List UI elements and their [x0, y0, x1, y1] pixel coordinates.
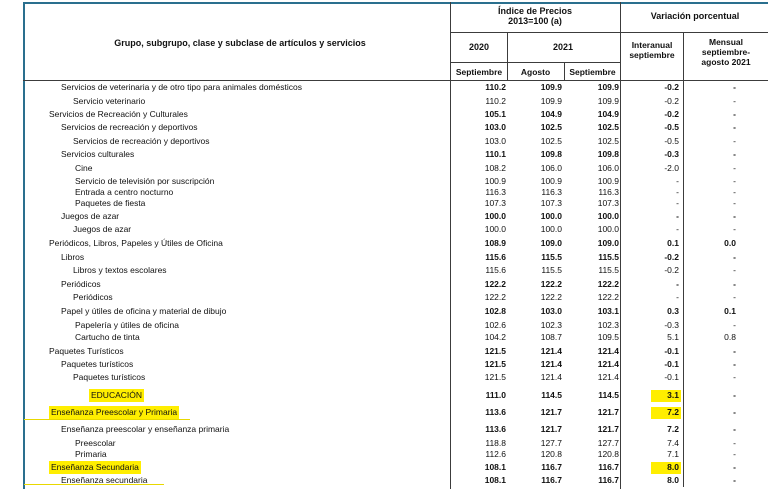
row-label: Servicios de recreación y deportivos	[73, 136, 210, 146]
value-2021-sep: 106.0	[597, 163, 619, 173]
interanual-header-line2: septiembre	[629, 50, 675, 60]
table-row	[25, 148, 768, 161]
table-row	[25, 237, 768, 250]
value-2021-sep: 114.5	[598, 390, 619, 400]
row-label: Paquetes turísticos	[61, 359, 134, 369]
value-2020-sep: 108.2	[484, 163, 506, 173]
variation-interanual: -0.5	[664, 136, 679, 146]
variation-mensual: -	[733, 449, 736, 459]
variation-interanual: -	[676, 211, 679, 221]
variation-interanual: -0.3	[664, 149, 679, 159]
variation-mensual: -	[733, 320, 736, 330]
index-header-line2: 2013=100 (a)	[508, 16, 562, 26]
variation-mensual: -	[733, 224, 736, 234]
variation-interanual: 7.1	[667, 449, 679, 459]
variation-mensual: -	[733, 424, 736, 434]
table-row	[25, 121, 768, 134]
variation-interanual: -	[676, 176, 679, 186]
variation-mensual: -	[733, 149, 736, 159]
table-row	[25, 345, 768, 358]
variation-mensual: -	[733, 372, 736, 382]
variation-interanual: -	[676, 224, 679, 234]
variation-mensual: -	[733, 346, 736, 356]
value-2021-ago: 116.3	[541, 187, 562, 197]
month-sep-2020-header: Septiembre	[455, 67, 503, 77]
variation-mensual: -	[733, 211, 736, 221]
variation-mensual: -	[733, 136, 736, 146]
value-2020-sep: 111.0	[485, 390, 506, 400]
value-2021-sep: 109.5	[597, 332, 619, 342]
value-2021-sep: 127.7	[597, 438, 619, 448]
table-row	[25, 461, 768, 474]
value-2021-ago: 121.4	[540, 359, 562, 369]
value-2020-sep: 102.6	[484, 320, 506, 330]
value-2021-ago: 100.0	[540, 224, 562, 234]
value-2021-sep: 116.3	[598, 187, 619, 197]
value-2021-ago: 116.7	[541, 462, 562, 472]
variation-mensual: -	[733, 359, 736, 369]
interanual-header	[622, 40, 682, 60]
value-2021-ago: 100.0	[540, 211, 562, 221]
value-2021-sep: 122.2	[597, 279, 619, 289]
variation-mensual: -	[733, 438, 736, 448]
interanual-header-line1: Interanual	[631, 40, 673, 50]
variation-interanual: 0.3	[667, 306, 679, 316]
row-label: Libros	[61, 252, 85, 262]
variation-mensual: -	[733, 279, 736, 289]
value-2020-sep: 121.5	[484, 346, 506, 356]
value-2021-ago: 122.2	[540, 292, 562, 302]
variation-mensual: -	[733, 82, 736, 92]
value-2020-sep: 103.0	[484, 136, 506, 146]
value-2021-sep: 116.7	[598, 462, 619, 472]
table-row	[25, 108, 768, 121]
value-2020-sep: 105.1	[484, 109, 506, 119]
value-2020-sep: 122.2	[484, 279, 506, 289]
value-2021-ago: 121.7	[540, 407, 562, 417]
table-row	[25, 291, 768, 304]
variation-interanual: -0.5	[664, 122, 679, 132]
value-2020-sep: 100.0	[484, 211, 506, 221]
value-2021-ago: 102.5	[540, 136, 562, 146]
variation-interanual: 3.1	[667, 390, 679, 400]
value-2021-sep: 109.9	[597, 82, 619, 92]
value-2020-sep: 121.5	[484, 372, 506, 382]
value-2021-ago: 121.7	[540, 424, 562, 434]
value-2021-sep: 103.1	[597, 306, 619, 316]
value-2021-sep: 121.4	[597, 372, 619, 382]
table-row	[25, 406, 768, 419]
value-2021-ago: 107.3	[540, 198, 562, 208]
variation-interanual: -0.2	[664, 109, 679, 119]
value-2021-ago: 109.9	[540, 96, 562, 106]
value-2021-ago: 109.9	[540, 82, 562, 92]
variation-mensual: 0.0	[724, 238, 736, 248]
variation-interanual: 8.0	[667, 475, 679, 485]
table-row	[25, 331, 768, 344]
table-row	[25, 210, 768, 223]
value-2021-sep: 121.4	[597, 346, 619, 356]
value-2021-sep: 100.0	[597, 211, 619, 221]
variation-mensual: -	[733, 122, 736, 132]
variation-mensual: -	[733, 475, 736, 485]
variation-interanual: -2.0	[664, 163, 679, 173]
value-2021-ago: 127.7	[540, 438, 562, 448]
value-2020-sep: 113.6	[485, 424, 506, 434]
variation-mensual: -	[733, 198, 736, 208]
value-2021-sep: 100.0	[597, 224, 619, 234]
variation-mensual: -	[733, 109, 736, 119]
value-2021-ago: 109.8	[540, 149, 562, 159]
value-2021-ago: 100.9	[540, 176, 562, 186]
table-row	[25, 251, 768, 264]
variation-mensual: -	[733, 390, 736, 400]
value-2020-sep: 108.1	[484, 462, 506, 472]
variation-mensual: -	[733, 252, 736, 262]
row-label: Paquetes Turísticos	[49, 346, 124, 356]
variation-header: Variación porcentual	[650, 11, 740, 21]
value-2021-sep: 102.3	[597, 320, 619, 330]
variation-mensual: -	[733, 96, 736, 106]
value-2020-sep: 112.6	[485, 449, 506, 459]
value-2021-ago: 109.0	[540, 238, 562, 248]
table-row	[25, 371, 768, 384]
variation-interanual: 5.1	[667, 332, 679, 342]
table-row	[25, 264, 768, 277]
value-2020-sep: 107.3	[484, 198, 506, 208]
value-2020-sep: 110.2	[485, 82, 506, 92]
value-2020-sep: 104.2	[484, 332, 506, 342]
variation-interanual: -0.2	[664, 96, 679, 106]
value-2021-sep: 107.3	[597, 198, 619, 208]
variation-interanual: -0.2	[664, 82, 679, 92]
table-row	[25, 135, 768, 148]
row-label: Servicios de Recreación y Culturales	[49, 109, 188, 119]
table-row	[25, 278, 768, 291]
row-label: Servicio veterinario	[73, 96, 146, 106]
variation-interanual: -	[676, 279, 679, 289]
value-2021-ago: 116.7	[541, 475, 562, 485]
highlight-underline	[24, 419, 190, 420]
value-2021-ago: 106.0	[540, 163, 562, 173]
variation-mensual: 0.8	[724, 332, 736, 342]
variation-mensual: -	[733, 163, 736, 173]
row-label: Servicios de veterinaria y de otro tipo para animales domésticos	[61, 82, 302, 92]
divider	[450, 32, 768, 33]
value-2021-sep: 109.0	[597, 238, 619, 248]
row-label: Juegos de azar	[61, 211, 120, 221]
value-2021-sep: 102.5	[597, 136, 619, 146]
index-header-line1: Índice de Precios	[497, 6, 573, 16]
value-2021-sep: 121.4	[597, 359, 619, 369]
table-row	[25, 474, 768, 487]
table-row	[25, 423, 768, 436]
variation-interanual: -0.2	[664, 265, 679, 275]
variation-mensual: 0.1	[724, 306, 736, 316]
value-2021-ago: 102.3	[540, 320, 562, 330]
value-2021-ago: 115.5	[541, 265, 562, 275]
value-2020-sep: 121.5	[484, 359, 506, 369]
variation-mensual: -	[733, 176, 736, 186]
value-2020-sep: 102.8	[484, 306, 506, 316]
row-label: Paquetes turísticos	[73, 372, 146, 382]
variation-mensual: -	[733, 292, 736, 302]
row-label: Enseñanza secundaria	[61, 475, 148, 485]
table-row	[25, 223, 768, 236]
row-label: Servicios de recreación y deportivos	[61, 122, 198, 132]
value-2021-ago: 114.5	[541, 390, 562, 400]
year-2020-header: 2020	[468, 42, 490, 52]
value-2021-sep: 109.8	[597, 149, 619, 159]
variation-mensual: -	[733, 187, 736, 197]
value-2021-sep: 115.5	[598, 252, 619, 262]
row-label: Juegos de azar	[73, 224, 132, 234]
table-row	[25, 448, 768, 461]
value-2021-sep: 115.5	[598, 265, 619, 275]
mensual-header	[684, 37, 768, 67]
row-label: Periódicos, Libros, Papeles y Útiles de Oficina	[49, 238, 223, 248]
row-label: Paquetes de fiesta	[75, 198, 146, 208]
variation-interanual: 8.0	[667, 462, 679, 472]
row-label: EDUCACIÓN	[91, 390, 143, 400]
row-label: Cine	[75, 163, 93, 173]
value-2020-sep: 118.8	[485, 438, 506, 448]
value-2020-sep: 115.6	[485, 265, 506, 275]
variation-interanual: -0.1	[664, 372, 679, 382]
row-label: Cartucho de tinta	[75, 332, 140, 342]
variation-mensual: -	[733, 265, 736, 275]
row-label: Servicios culturales	[61, 149, 135, 159]
variation-interanual: -0.3	[664, 320, 679, 330]
variation-interanual: -0.1	[664, 346, 679, 356]
value-2021-ago: 108.7	[540, 332, 562, 342]
table-row	[25, 197, 768, 210]
table-row	[25, 162, 768, 175]
variation-interanual: -	[676, 198, 679, 208]
value-2021-sep: 100.9	[597, 176, 619, 186]
row-label: Enseñanza Preescolar y Primaria	[51, 407, 178, 417]
variation-interanual: 7.2	[667, 407, 679, 417]
row-label: Preescolar	[75, 438, 116, 448]
variation-interanual: -0.2	[664, 252, 679, 262]
row-label: Servicio de televisión por suscripción	[75, 176, 215, 186]
value-2020-sep: 100.9	[484, 176, 506, 186]
group-column-header: Grupo, subgrupo, clase y subclase de artículos y servicios	[114, 38, 366, 48]
row-label: Papelería y útiles de oficina	[75, 320, 179, 330]
value-2020-sep: 122.2	[484, 292, 506, 302]
row-label: Periódicos	[61, 279, 101, 289]
row-label: Periódicos	[73, 292, 113, 302]
table-row	[25, 389, 768, 402]
value-2021-sep: 121.7	[597, 424, 619, 434]
variation-interanual: -	[676, 292, 679, 302]
value-2021-sep: 120.8	[597, 449, 619, 459]
value-2020-sep: 100.0	[484, 224, 506, 234]
mensual-header-line3: agosto 2021	[701, 57, 751, 67]
value-2020-sep: 110.1	[485, 149, 506, 159]
table-row	[25, 305, 768, 318]
value-2021-sep: 121.7	[597, 407, 619, 417]
mensual-header-line2: septiembre-	[701, 47, 751, 57]
value-2021-ago: 103.0	[540, 306, 562, 316]
variation-interanual: -	[676, 187, 679, 197]
month-sep-2021-header: Septiembre	[569, 67, 616, 77]
value-2020-sep: 113.6	[485, 407, 506, 417]
value-2020-sep: 103.0	[484, 122, 506, 132]
value-2021-ago: 122.2	[540, 279, 562, 289]
variation-mensual: -	[733, 462, 736, 472]
row-label: Papel y útiles de oficina y material de dibujo	[61, 306, 227, 316]
value-2021-ago: 102.5	[540, 122, 562, 132]
value-2021-ago: 104.9	[540, 109, 562, 119]
row-label: Libros y textos escolares	[73, 265, 167, 275]
divider	[450, 62, 620, 63]
variation-interanual: 7.4	[667, 438, 679, 448]
value-2020-sep: 116.3	[485, 187, 506, 197]
value-2021-sep: 102.5	[597, 122, 619, 132]
index-header	[452, 6, 618, 26]
value-2021-sep: 109.9	[597, 96, 619, 106]
month-ago-2021-header: Agosto	[520, 67, 551, 77]
value-2021-sep: 116.7	[598, 475, 619, 485]
mensual-header-line1: Mensual	[708, 37, 743, 47]
table-row	[25, 358, 768, 371]
year-2021-header: 2021	[552, 42, 574, 52]
row-label: Enseñanza Secundaria	[51, 462, 139, 472]
value-2020-sep: 115.6	[485, 252, 506, 262]
variation-mensual: -	[733, 407, 736, 417]
value-2021-sep: 122.2	[597, 292, 619, 302]
value-2021-sep: 104.9	[597, 109, 619, 119]
variation-interanual: -0.1	[664, 359, 679, 369]
value-2021-ago: 120.8	[540, 449, 562, 459]
row-label: Primaria	[75, 449, 107, 459]
value-2020-sep: 110.2	[485, 96, 506, 106]
value-2021-ago: 115.5	[541, 252, 562, 262]
table-row	[25, 95, 768, 108]
variation-interanual: 7.2	[667, 424, 679, 434]
variation-interanual: 0.1	[667, 238, 679, 248]
highlight-underline	[24, 484, 164, 485]
table-row	[25, 81, 768, 94]
row-label: Enseñanza preescolar y enseñanza primaria	[61, 424, 230, 434]
value-2021-ago: 121.4	[540, 372, 562, 382]
row-label: Entrada a centro nocturno	[75, 187, 174, 197]
value-2020-sep: 108.1	[484, 475, 506, 485]
value-2020-sep: 108.9	[484, 238, 506, 248]
value-2021-ago: 121.4	[540, 346, 562, 356]
